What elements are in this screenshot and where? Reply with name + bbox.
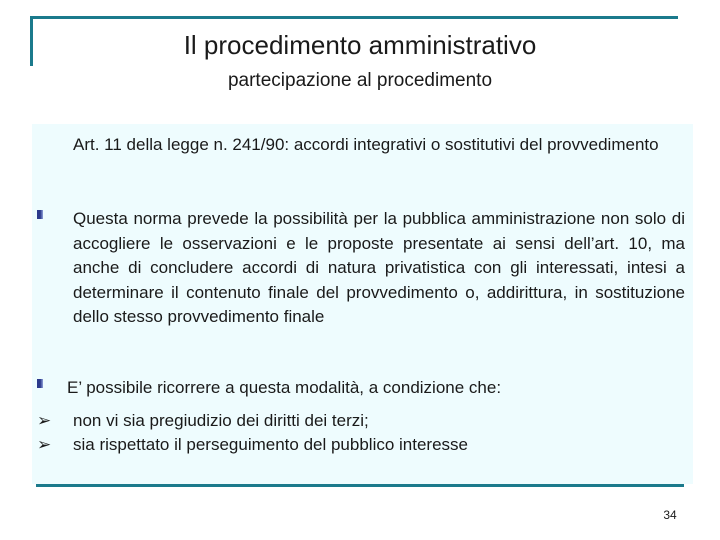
paragraph-conditions-intro: E’ possibile ricorrere a questa modalità, a condizione che: <box>67 378 502 397</box>
frame-top-rule <box>30 16 678 19</box>
arrowhead-bullet-icon: ➢ <box>37 435 52 454</box>
arrowhead-bullet-icon: ➢ <box>37 411 52 430</box>
paragraph-article-11: Art. 11 della legge n. 241/90: accordi integrativi o sostitutivi del provvedimento <box>73 135 659 154</box>
slide-title: Il procedimento amministrativo <box>183 30 537 60</box>
square-bullet-icon <box>37 210 43 219</box>
frame-bottom-rule <box>36 484 684 487</box>
paragraph-norm-description: Questa norma prevede la possibilità per la pubblica amministrazione non solo di accogliere le osservazioni e le proposte presentate ai sensi dell’art. 10, ma anche di concludere accordi di natura privatistica con gli interessati, intesi a determinare il contenuto finale del provvedimento o, addirittura, in sostituzione dello stesso provvedimento finale <box>73 209 685 326</box>
condition-item: sia rispettato il perseguimento del pubblico interesse <box>73 435 469 454</box>
page-number: 34 <box>663 508 677 522</box>
square-bullet-icon <box>37 379 43 388</box>
slide-subtitle: partecipazione al procedimento <box>227 70 493 91</box>
condition-item: non vi sia pregiudizio dei diritti dei terzi; <box>73 411 369 430</box>
